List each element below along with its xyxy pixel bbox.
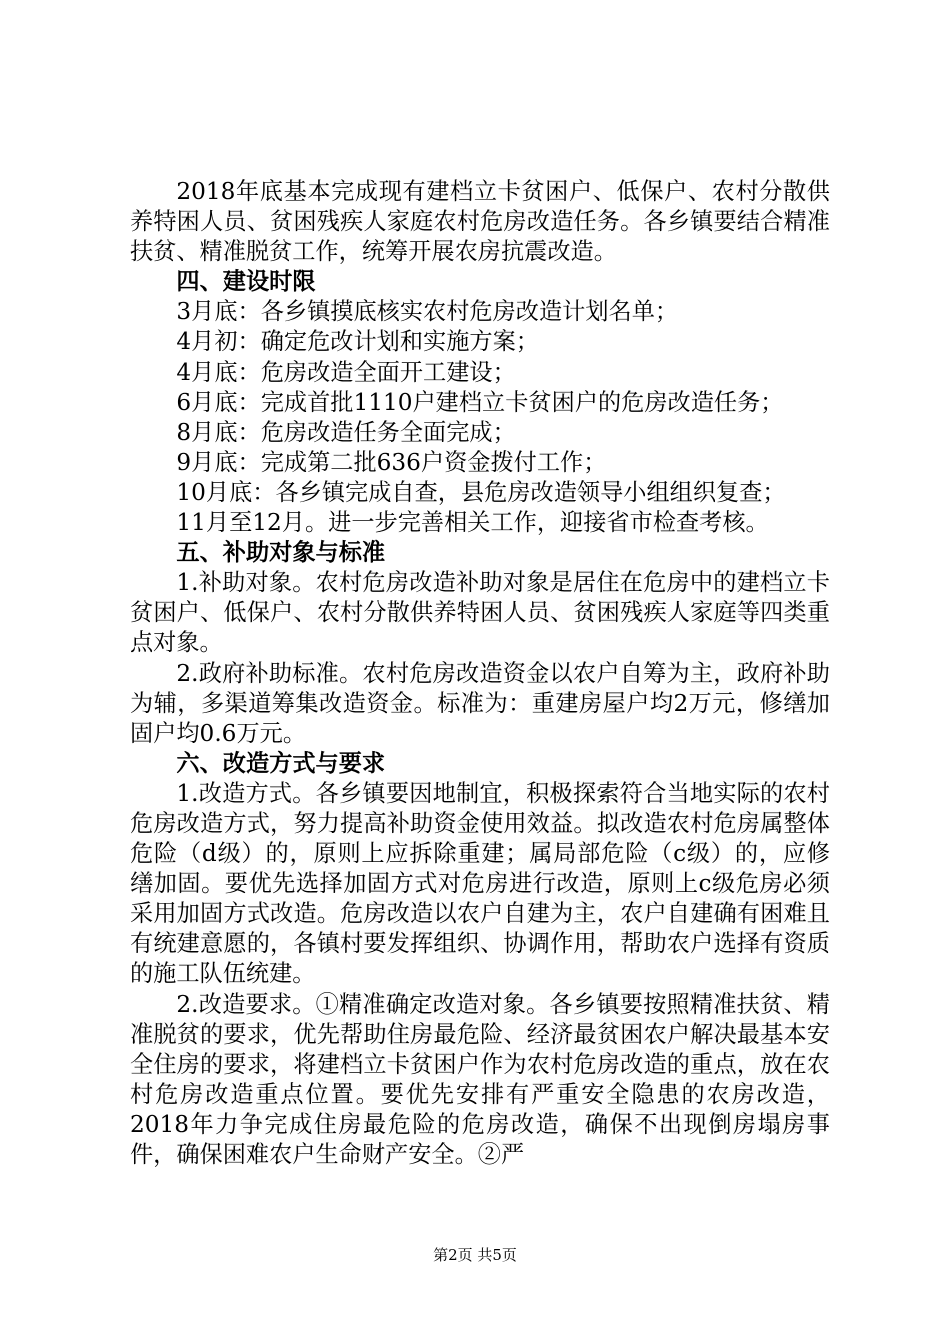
heading-construction-deadline: 四、建设时限 bbox=[176, 268, 316, 296]
paragraph-renovation-method: 1.改造方式。各乡镇要因地制宜，积极探索符合当地实际的农村危房改造方式，努力提高补助资金使用效益。拟改造农村危房属整体危险（d级）的，原则上应拆除重建；属局部危险（c级）的，应修缮加固。要优先选择加固方式对危房进行改造，原则上c级危房必须采用加固方式改造。危房改造以农户自建为主，农户自建确有困难且有统建意愿的，各镇村要发挥组织、协调作用，帮助农户选择有资质的施工队伍统建。 bbox=[130, 779, 830, 988]
paragraph-renovation-requirements: 2.改造要求。①精准确定改造对象。各乡镇要按照精准扶贫、精准脱贫的要求，优先帮助住房最危险、经济最贫困农户解决最基本安全住房的要求，将建档立卡贫困户作为农村危房改造的重点，放在农村危房改造重点位置。要优先安排有严重安全隐患的农房改造，2018年力争完成住房最危险的危房改造，确保不出现倒房塌房事件，确保困难农户生命财产安全。②严 bbox=[130, 990, 830, 1168]
paragraph-subsidy-standard: 2.政府补助标准。农村危房改造资金以农户自筹为主，政府补助为辅，多渠道筹集改造资金。标准为：重建房屋户均2万元，修缮加固户均0.6万元。 bbox=[130, 659, 830, 747]
schedule-item: 3月底：各乡镇摸底核实农村危房改造计划名单； bbox=[176, 298, 679, 326]
page-number-footer: 第2页 共5页 bbox=[433, 1246, 517, 1264]
heading-subsidy: 五、补助对象与标准 bbox=[176, 539, 386, 567]
schedule-item: 8月底：危房改造任务全面完成； bbox=[176, 418, 516, 446]
schedule-item: 9月底：完成第二批636户资金拨付工作； bbox=[176, 448, 607, 476]
heading-renovation: 六、改造方式与要求 bbox=[176, 749, 386, 777]
paragraph-subsidy-target: 1.补助对象。农村危房改造补助对象是居住在危房中的建档立卡贫困户、低保户、农村分散供养特困人员、贫困残疾人家庭等四类重点对象。 bbox=[130, 569, 830, 657]
schedule-item: 11月至12月。进一步完善相关工作，迎接省市检查考核。 bbox=[176, 509, 769, 537]
schedule-item: 10月底：各乡镇完成自查，县危房改造领导小组组织复查； bbox=[176, 478, 786, 506]
schedule-item: 4月初：确定危改计划和实施方案； bbox=[176, 328, 539, 356]
paragraph-intro: 2018年底基本完成现有建档立卡贫困户、低保户、农村分散供养特困人员、贫困残疾人家庭农村危房改造任务。各乡镇要结合精准扶贫、精准脱贫工作，统筹开展农房抗震改造。 bbox=[130, 178, 830, 266]
schedule-item: 6月底：完成首批1110户建档立卡贫困户的危房改造任务； bbox=[176, 388, 784, 416]
schedule-item: 4月底：危房改造全面开工建设； bbox=[176, 358, 516, 386]
document-body bbox=[130, 177, 830, 1170]
